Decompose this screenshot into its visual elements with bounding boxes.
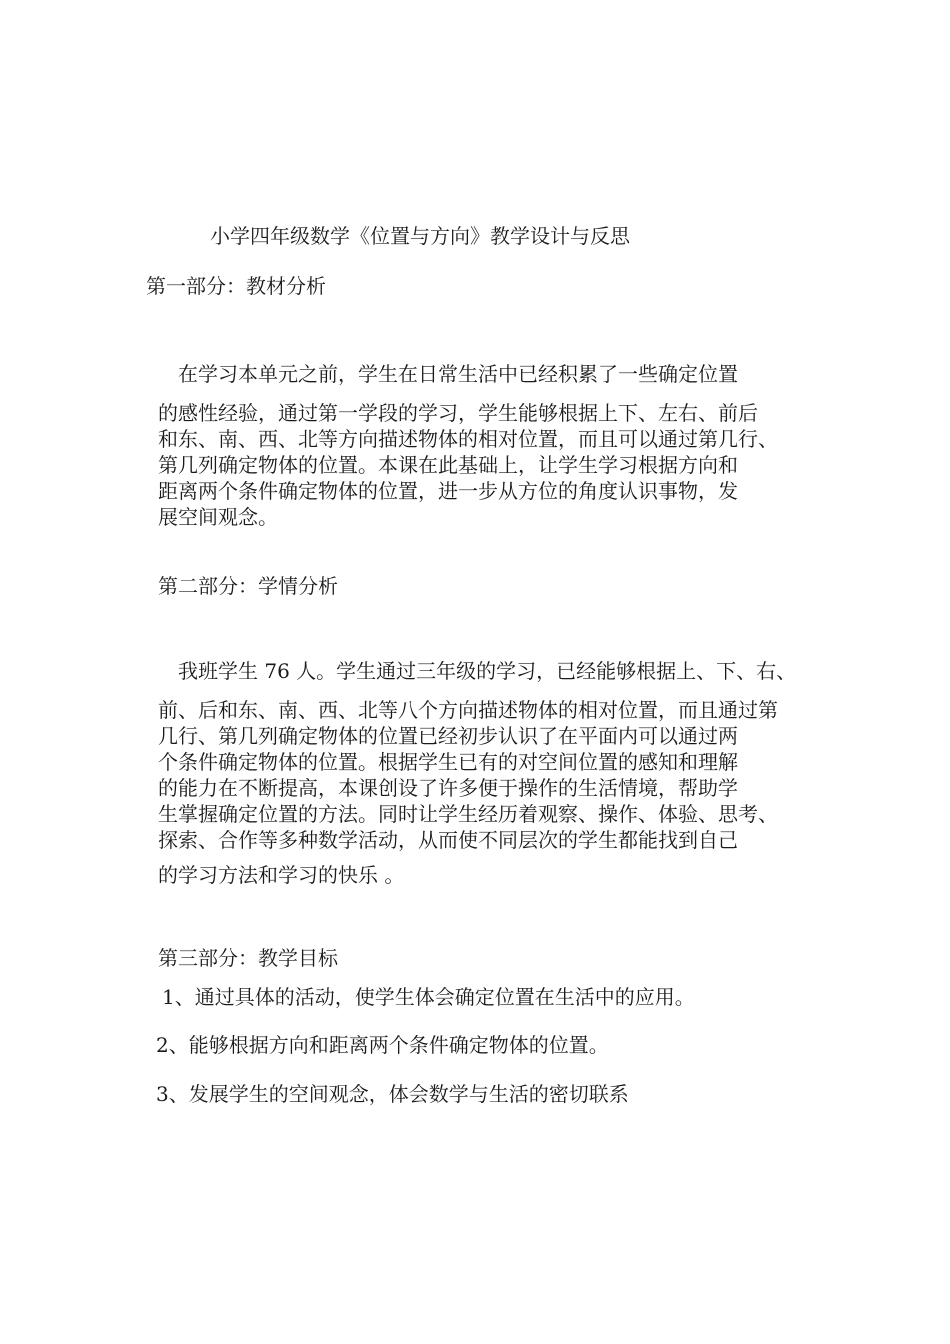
teaching-goal-item: 1、通过具体的活动，使学生体会确定位置在生活中的应用。	[162, 985, 695, 1009]
paragraph-line: 生掌握确定位置的方法。同时让学生经历着观察、操作、体验、思考、	[158, 802, 778, 826]
paragraph-line: 探索、合作等多种数学活动，从而使不同层次的学生都能找到自己	[158, 828, 738, 852]
paragraph-line: 的学习方法和学习的快乐 。	[158, 863, 405, 887]
paragraph-line: 的能力在不断提高，本课创设了许多便于操作的生活情境，帮助学	[158, 776, 738, 800]
teaching-goal-item: 3、发展学生的空间观念，体会数学与生活的密切联系	[156, 1082, 629, 1106]
paragraph-textbook-analysis	[158, 361, 778, 530]
paragraph-line: 我班学生 76 人。学生通过三年级的学习，已经能够根据上、下、右、	[178, 659, 797, 683]
section-heading-textbook-analysis: 第一部分：教材分析	[146, 274, 326, 298]
paragraph-line: 第几列确定物体的位置。本课在此基础上，让学生学习根据方向和	[158, 453, 738, 477]
section-heading-student-analysis: 第二部分：学情分析	[158, 574, 338, 598]
paragraph-line: 前、后和东、南、西、北等八个方向描述物体的相对位置，而且通过第	[158, 698, 778, 722]
paragraph-line: 在学习本单元之前，学生在日常生活中已经积累了一些确定位置	[178, 362, 738, 386]
paragraph-line: 的感性经验，通过第一学段的学习，学生能够根据上下、左右、前后	[158, 401, 758, 425]
paragraph-line: 展空间观念。	[158, 505, 278, 529]
paragraph-student-analysis	[158, 658, 796, 888]
document-title: 小学四年级数学《位置与方向》教学设计与反思	[210, 224, 630, 248]
paragraph-line: 距离两个条件确定物体的位置，进一步从方位的角度认识事物，发	[158, 479, 738, 503]
paragraph-line: 个条件确定物体的位置。根据学生已有的对空间位置的感知和理解	[158, 750, 738, 774]
teaching-goal-item: 2、能够根据方向和距离两个条件确定物体的位置。	[156, 1033, 609, 1057]
paragraph-line: 和东、南、西、北等方向描述物体的相对位置，而且可以通过第几行、	[158, 427, 778, 451]
section-heading-teaching-goals: 第三部分：教学目标	[158, 946, 338, 970]
paragraph-line: 几行、第几列确定物体的位置已经初步认识了在平面内可以通过两	[158, 724, 738, 748]
